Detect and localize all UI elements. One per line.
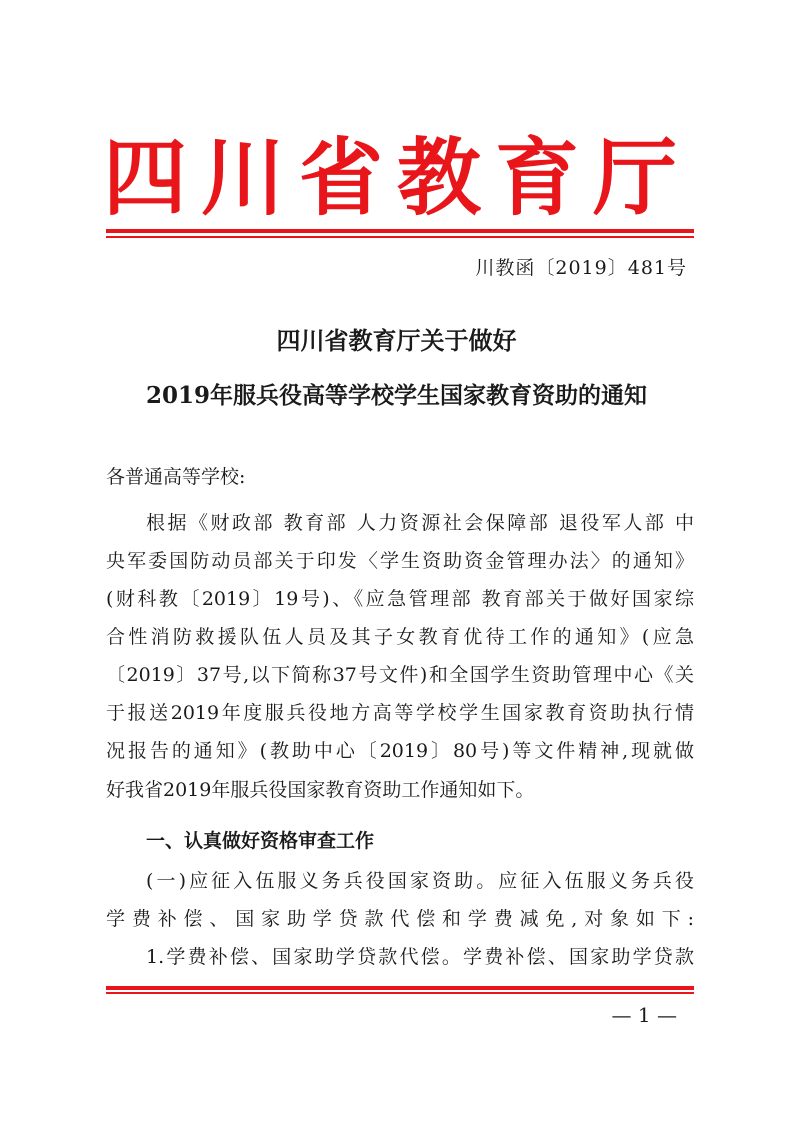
document-number: 川教函〔2019〕481号 xyxy=(475,257,687,279)
footer-red-rule-thin xyxy=(106,992,694,994)
salutation: 各普通高等学校: xyxy=(106,466,246,488)
body-line: (一)应征入伍服义务兵役国家资助。应征入伍服义务兵役 xyxy=(146,870,694,892)
issuer-title: 四川省教育厅 xyxy=(102,128,691,227)
body-line: 好我省2019年服兵役国家教育资助工作通知如下。 xyxy=(106,779,535,801)
document-title-line-1: 四川省教育厅关于做好 xyxy=(276,326,517,355)
body-line: 于报送2019年度服兵役地方高等学校学生国家教育资助执行情 xyxy=(106,702,694,724)
body-line: 况报告的通知》(教助中心〔2019〕80号)等文件精神,现就做 xyxy=(106,740,694,762)
body-line: 合性消防救援队伍人员及其子女教育优待工作的通知》(应急 xyxy=(106,626,694,648)
header-red-rule-thin xyxy=(106,236,694,238)
body-line: 根据《财政部 教育部 人力资源社会保障部 退役军人部 中 xyxy=(146,512,694,534)
body-line: 学费补偿、国家助学贷款代偿和学费减免,对象如下: xyxy=(106,908,694,930)
page-number: — 1 — xyxy=(611,1003,677,1027)
footer-red-rule-thick xyxy=(106,986,694,990)
body-line: 央军委国防动员部关于印发〈学生资助资金管理办法〉的通知》 xyxy=(106,550,694,572)
body-line: 1.学费补偿、国家助学贷款代偿。学费补偿、国家助学贷款 xyxy=(146,946,694,968)
section-heading-1: 一、认真做好资格审查工作 xyxy=(146,830,375,852)
body-line: 〔2019〕37号,以下简称37号文件)和全国学生资助管理中心《关 xyxy=(106,664,694,686)
header-red-rule-thick xyxy=(106,229,694,233)
body-line: (财科教〔2019〕19号)、《应急管理部 教育部关于做好国家综 xyxy=(106,588,694,610)
document-title-line-2: 2019年服兵役高等学校学生国家教育资助的通知 xyxy=(145,382,647,409)
